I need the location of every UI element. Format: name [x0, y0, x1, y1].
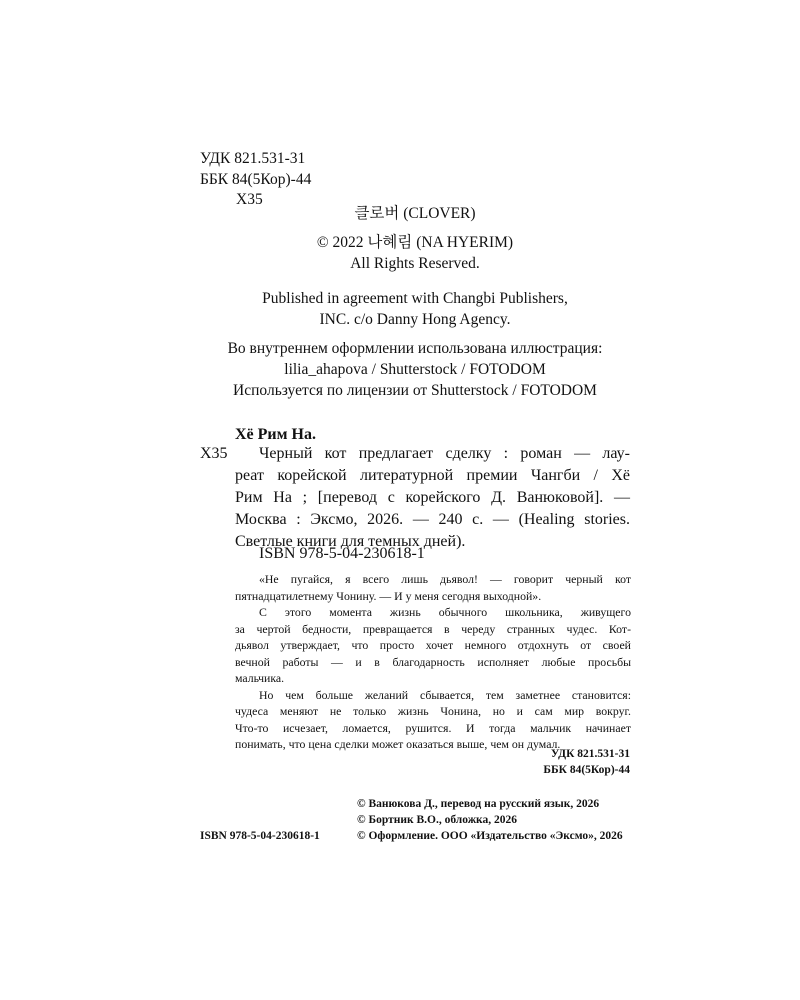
illustration-line: lilia_ahapova / Shutterstock / FOTODOM	[284, 361, 546, 378]
bbk-code: ББК 84(5Кор)-44	[200, 171, 312, 188]
footer-udk: УДК 821.531-31	[550, 748, 630, 760]
abstract-line: понимать, что цена сделки может оказаться выше, чем он думал.	[235, 737, 561, 751]
bib-line: Светлые книги для темных дней).	[235, 533, 466, 550]
abstract-line: чудеса меняют не только жизнь Чонина, но и сам мир вокруг.	[235, 704, 631, 718]
original-title: 클로버 (CLOVER)	[354, 205, 476, 222]
abstract-line: Что-то исчезает, ломается, рушится. И тогда мальчик начинает	[235, 720, 631, 735]
bib-line: Черный кот предлагает сделку : роман — лау-	[259, 445, 630, 462]
abstract	[235, 571, 631, 753]
copyright-line: © Ванюкова Д., перевод на русский язык, 2026	[357, 798, 600, 810]
abstract-line: пятнадцатилетнему Чонину. — И у меня сегодня выходной».	[235, 588, 542, 603]
illustration-line: Во внутреннем оформлении использована иллюстрация:	[227, 340, 603, 357]
rights-reserved: All Rights Reserved.	[350, 255, 480, 272]
bib-author: Хё Рим На.	[235, 426, 316, 443]
abstract-line: мальчика.	[235, 671, 285, 685]
agreement-line: INC. c/o Danny Hong Agency.	[319, 311, 511, 328]
original-copyright: © 2022 나혜림 (NA HYERIM)	[316, 234, 514, 251]
illustration-line: Используется по лицензии от Shutterstock / FOTODOM	[233, 382, 597, 399]
bib-isbn: ISBN 978-5-04-230618-1	[259, 545, 425, 562]
footer-bbk: ББК 84(5Кор)-44	[543, 764, 630, 776]
original-rights-block	[200, 203, 630, 274]
copyright-line: © Бортник В.О., обложка, 2026	[357, 814, 518, 826]
abstract-line: С этого момента жизнь обычного школьника, живущего	[259, 605, 631, 619]
bib-line: Москва : Эксмо, 2026. — 240 с. — (Healing stories.	[235, 511, 630, 528]
abstract-line: за чертой бедности, превращается в череду странных чудес. Кот-	[235, 621, 631, 636]
abstract-line: «Не пугайся, я всего лишь дьявол! — говорит черный кот	[259, 572, 631, 586]
bib-description	[235, 443, 630, 553]
author-mark: Х35	[236, 191, 263, 208]
agreement-line: Published in agreement with Changbi Publishers,	[262, 290, 568, 307]
illustration-credits	[200, 338, 630, 401]
agreement-block	[200, 288, 630, 330]
bib-author-mark: Х35	[200, 445, 228, 462]
footer-isbn: ISBN 978-5-04-230618-1	[200, 830, 320, 842]
abstract-line: дьявол утверждает, что просто хочет немного отдохнуть от своей	[235, 638, 631, 652]
abstract-line: вечной работы — и в благодарность исполняет любые просьбы	[235, 654, 631, 669]
abstract-line: Но чем больше желаний сбывается, тем заметнее становится:	[259, 687, 631, 702]
footer-copyrights	[357, 796, 623, 844]
bib-line: Рим На ; [перевод с корейского Д. Ванюковой]. —	[235, 489, 630, 506]
udk-code: УДК 821.531-31	[200, 150, 306, 167]
bib-line: реат корейской литературной премии Чангби / Хё	[235, 467, 630, 484]
copyright-line: © Оформление. ООО «Издательство «Эксмо», 2026	[357, 830, 623, 842]
